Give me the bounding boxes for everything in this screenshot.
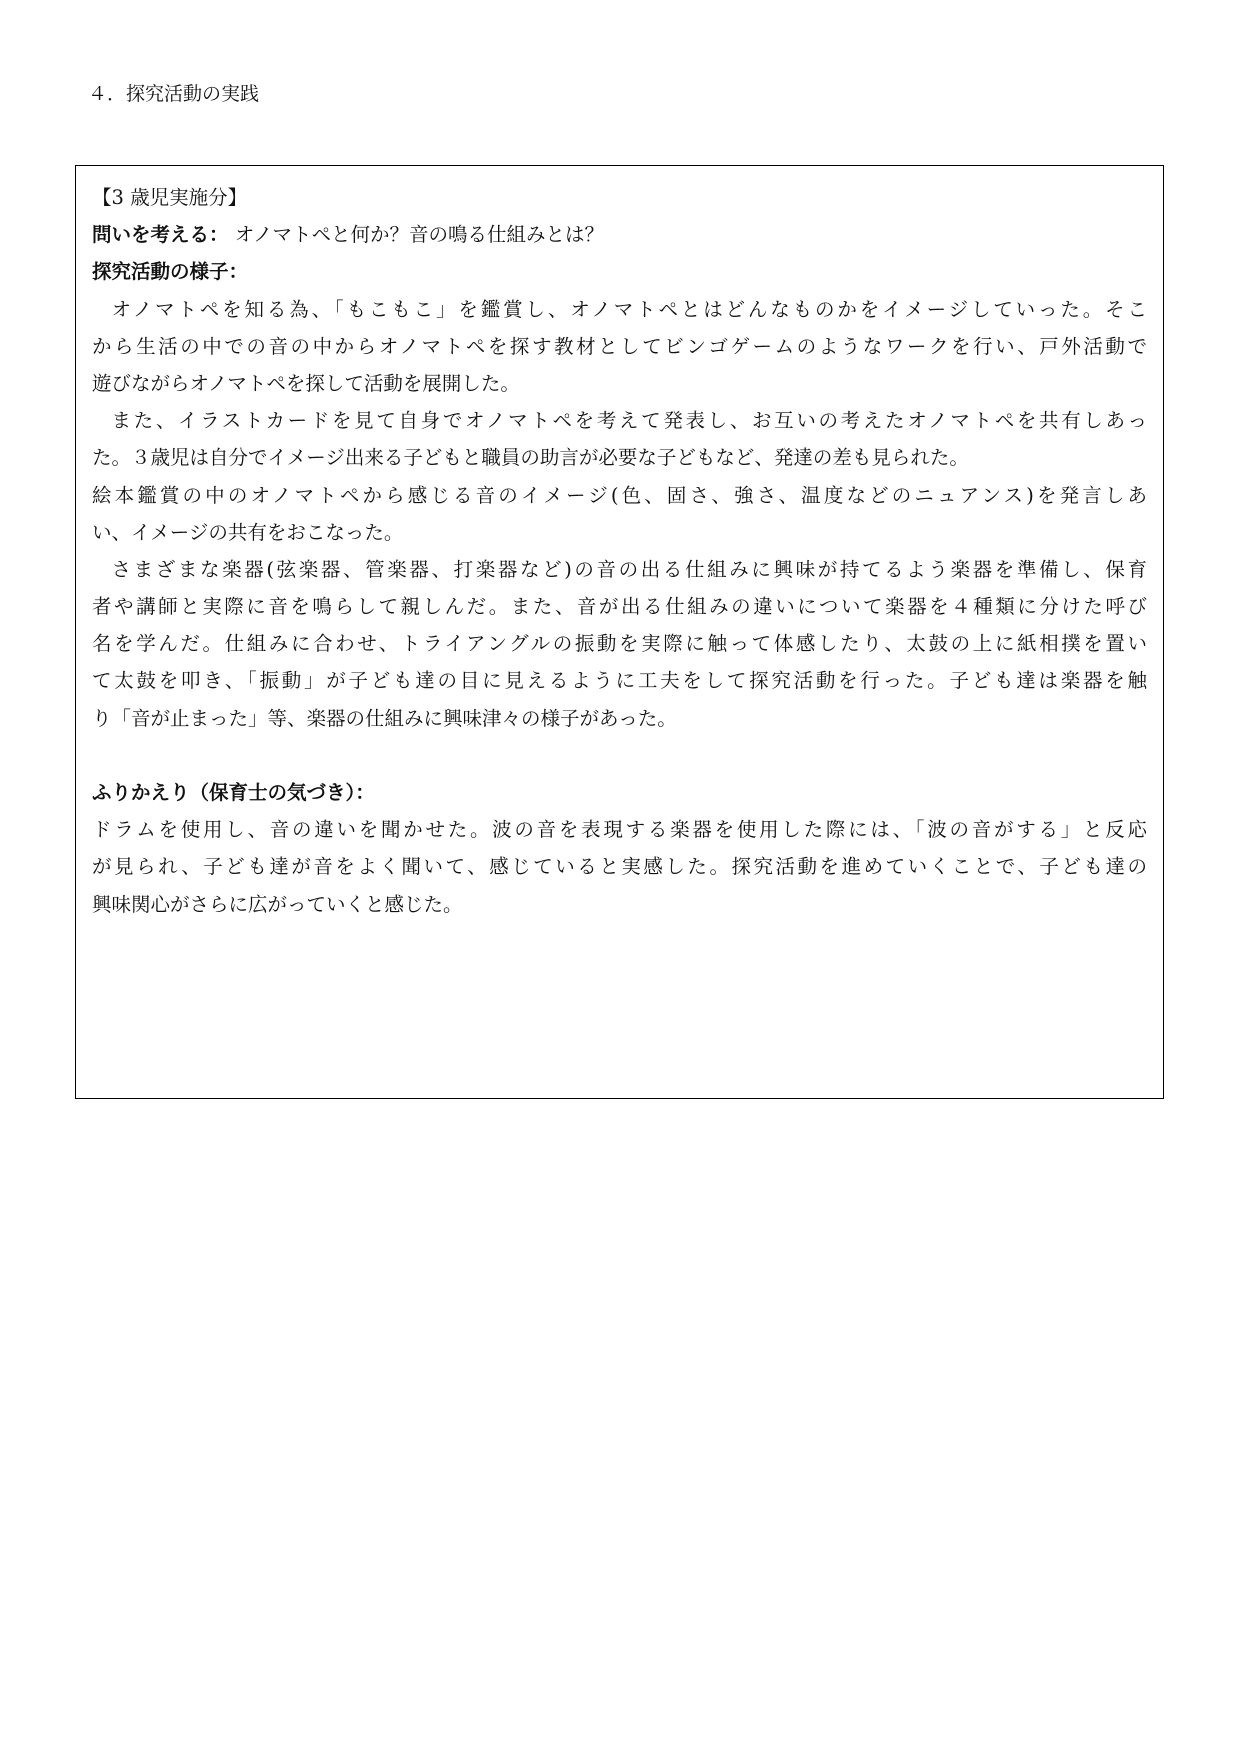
activity-line: て太鼓を叩き、「振動」が子ども達の目に見えるように工夫をして探究活動を行った。子ども達は楽器を触 xyxy=(92,669,1147,693)
activity-line: また、イラストカードを見て自身でオノマトペを考えて発表し、お互いの考えたオノマトペを共有しあっ xyxy=(111,409,1147,433)
question-label: 問いを考える： xyxy=(92,223,229,247)
activity-line: 遊びながらオノマトペを探して活動を展開した。 xyxy=(92,371,520,395)
reflection-line: が見られ、子ども達が音をよく聞いて、感じていると実感した。探究活動を進めていくことで、子ども達の xyxy=(92,855,1147,879)
question-row xyxy=(92,216,1147,253)
spacer xyxy=(92,737,1147,774)
activity-line: 絵本鑑賞の中のオノマトペから感じる音のイメージ(色、固さ、強さ、温度などのニュアンス)を発言しあ xyxy=(92,483,1147,507)
activity-line: から生活の中での音の中からオノマトペを探す教材としてビンゴゲームのようなワークを行い、戸外活動で xyxy=(92,334,1147,358)
activity-line: た。３歳児は自分でイメージ出来る子どもと職員の助言が必要な子どもなど、発達の差も見られた。 xyxy=(92,446,969,470)
activity-line: 者や講師と実際に音を鳴らして親しんだ。また、音が出る仕組みの違いについて楽器を４種類に分けた呼び xyxy=(92,595,1147,619)
activity-line: 名を学んだ。仕組みに合わせ、トライアングルの振動を実際に触って体感したり、太鼓の上に紙相撲を置い xyxy=(92,632,1147,656)
activity-label: 探究活動の様子： xyxy=(92,260,249,284)
reflection-line: ドラムを使用し、音の違いを聞かせた。波の音を表現する楽器を使用した際には、「波の音がする」と反応 xyxy=(92,818,1147,842)
reflection-label: ふりかえり（保育士の気づき）： xyxy=(92,781,375,804)
activity-line: り「音が止まった」等、楽器の仕組みに興味津々の様子があった。 xyxy=(92,706,677,730)
reflection-line: 興味関心がさらに広がっていくと感じた。 xyxy=(92,892,463,916)
activity-line: い、イメージの共有をおこなった。 xyxy=(92,520,404,544)
question-text: オノマトペと何か？音の鳴る仕組みとは？ xyxy=(228,223,605,247)
section-title: ４．探究活動の実践 xyxy=(88,83,260,105)
group-header: 【3 歳児実施分】 xyxy=(92,186,248,209)
report-box xyxy=(75,165,1164,1099)
activity-line: さまざまな楽器(弦楽器、管楽器、打楽器など)の音の出る仕組みに興味が持てるよう楽器を準備し、保育 xyxy=(111,557,1147,581)
activity-line: オノマトペを知る為、「もこもこ」を鑑賞し、オノマトペとはどんなものかをイメージしていった。そこ xyxy=(111,297,1147,321)
